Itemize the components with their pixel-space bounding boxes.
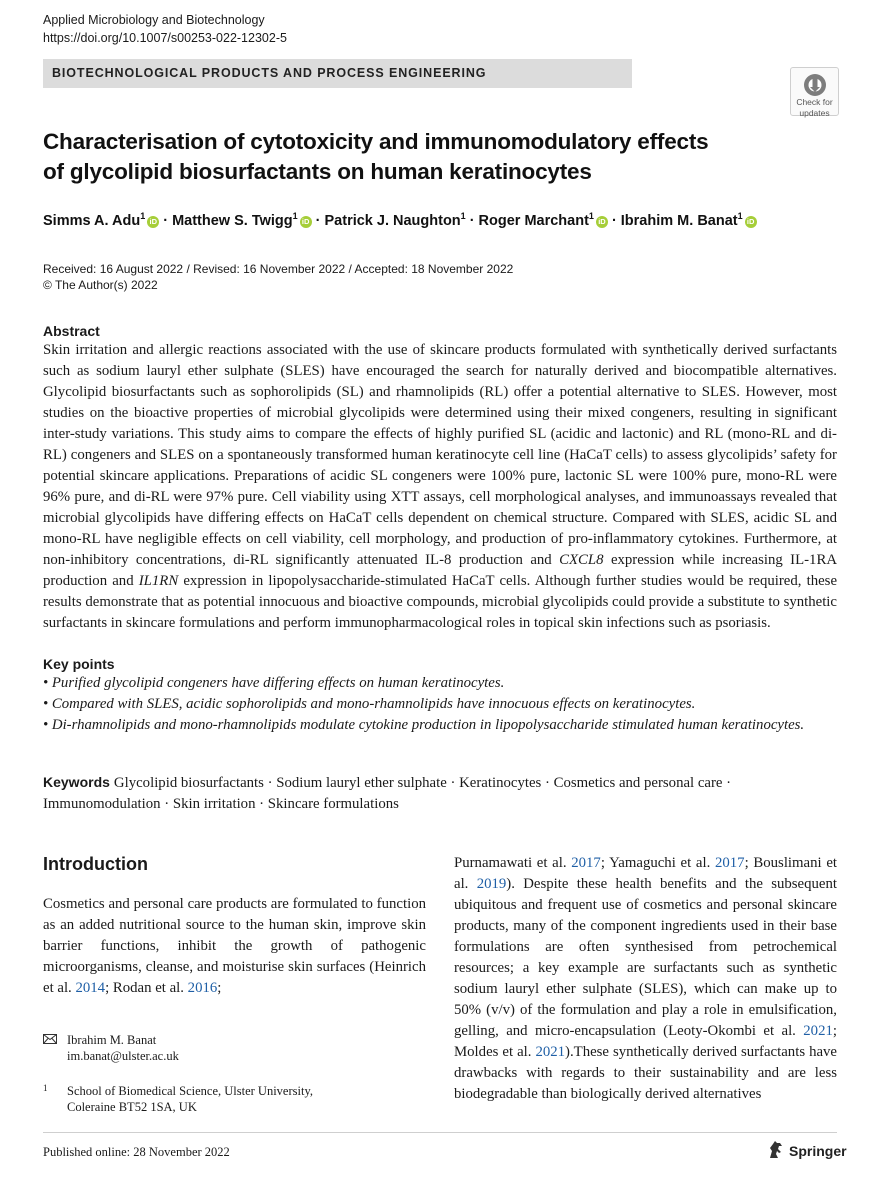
article-dates [43, 261, 513, 293]
citation-link[interactable]: 2014 [75, 980, 106, 996]
intro-text: ; Bouslimani et al. [454, 855, 838, 892]
author-name[interactable]: Roger Marchant [478, 213, 589, 229]
citation-link[interactable]: 2021 [803, 1023, 833, 1039]
intro-text: ; Rodan et al. [105, 980, 188, 996]
author-affil-sup: 1 [737, 211, 743, 222]
citation-link[interactable]: 2017 [571, 855, 601, 871]
publisher-name: Springer [789, 1143, 847, 1159]
author-name[interactable]: Matthew S. Twigg [172, 213, 293, 229]
published-online-date: Published online: 28 November 2022 [43, 1145, 230, 1159]
citation-link[interactable]: 2021 [535, 1044, 566, 1060]
gene-name: CXCL8 [559, 552, 604, 568]
key-points-list [43, 673, 837, 736]
intro-text: ).These synthetically derived surfactants have drawbacks with regards to their sustainability and are less biodegradable than biologically derived alternatives [454, 1044, 838, 1102]
orcid-icon[interactable]: iD [745, 216, 757, 228]
intro-text: ; Moldes et al. [454, 1023, 837, 1060]
intro-text: ; Yamaguchi et al. [600, 855, 715, 871]
intro-text: ; [217, 980, 222, 996]
affiliation-line-2: Coleraine BT52 1SA, UK [67, 1100, 197, 1114]
author-affil-sup: 1 [460, 211, 466, 222]
abstract-part: Skin irritation and allergic reactions associated with the use of skincare products formulated with synthetically derived surfactants such as sodium lauryl ether sulphate (SLES) have encouraged the search for naturally derived and biocompatible alternatives. Glycolipid biosurfactants such as sophorolipids (SL) and rhamnolipids (RL) offer a potential alternative to SLES. However, most studies on the bioactive properties of microbial glycolipids were determined using their mixed congeners, resulting in significant inter-study variations. This study aims to compare the effects of highly purified SL (acidic and lactonic) and RL (mono-RL and di-RL) congeners and SLES on a spontaneously transformed human keratinocyte cell line (HaCaT cells) to assess glycolipids’ safety for potential skincare applications. Preparations of acidic SL congeners were 100% pure, lactonic SL were 100% pure, mono-RL were 96% pure, and di-RL were 97% pure. Cell viability using XTT assays, cell morphological analyses, and immunoassays revealed that microbial glycolipids have differing effects on HaCaT cells dependent on chemical structure. Compared with SLES, acidic SL and mono-RL have negligible effects on cell viability, cell morphology, and production of pro-inflammatory cytokines. Furthermore, at non-inhibitory concentrations, di-RL significantly attenuated IL-8 production and [43, 342, 837, 568]
copyright-notice: © The Author(s) 2022 [43, 278, 158, 292]
key-point-item: • Di-rhamnolipids and mono-rhamnolipids modulate cytokine production in lipopolysaccharide stimulated human keratinocytes. [43, 717, 805, 733]
author-list [43, 209, 757, 233]
keywords-label: Keywords [43, 774, 110, 790]
doi-link[interactable]: https://doi.org/10.1007/s00253-022-12302-5 [43, 31, 287, 45]
springer-horse-icon [767, 1140, 785, 1160]
citation-link[interactable]: 2019 [476, 876, 507, 892]
abstract-text [43, 340, 837, 634]
author-name[interactable]: Ibrahim M. Banat [620, 213, 738, 229]
intro-text: ). Despite these health benefits and the subsequent ubiquitous and frequent use of cosmetics and personal skincare products, many of the component ingredients used in their base formulations are often synthesised from petrochemical resources; a key example are surfactants such as synthetic sodium lauryl ether sulphate (SLES), which can make up to 50% (v/v) of the formulation and play a role in emulsification, gelling, and micro-encapsulation (Leoty-Okombi et al. [454, 876, 837, 1039]
introduction-heading: Introduction [43, 854, 148, 874]
affiliation-number: 1 [43, 1083, 48, 1093]
key-point-item: • Purified glycolipid congeners have differing effects on human keratinocytes. [43, 675, 505, 691]
section-banner: BIOTECHNOLOGICAL PRODUCTS AND PROCESS ENGINEERING [43, 59, 632, 88]
check-updates-icon [803, 73, 827, 97]
keywords [43, 772, 837, 815]
orcid-icon[interactable]: iD [300, 216, 312, 228]
affiliation-line-1: School of Biomedical Science, Ulster University, [67, 1084, 314, 1098]
check-updates-line2: updates [799, 107, 830, 118]
key-point-item: • Compared with SLES, acidic sophorolipids and mono-rhamnolipids have innocuous effects on keratinocytes. [43, 696, 696, 712]
abstract-heading: Abstract [43, 323, 100, 339]
citation-link[interactable]: 2016 [187, 980, 218, 996]
article-title [43, 127, 803, 187]
title-line-1: Characterisation of cytotoxicity and immunomodulatory effects [43, 129, 709, 154]
author-separator: · [469, 213, 475, 229]
orcid-icon[interactable]: iD [147, 216, 159, 228]
introduction-left-column [43, 894, 426, 999]
abstract-part: expression while increasing IL-1RA production and [43, 552, 838, 589]
author-affil-sup: 1 [588, 211, 594, 222]
key-points-heading: Key points [43, 656, 115, 672]
gene-name: IL1RN [138, 573, 179, 589]
footer-divider [43, 1132, 837, 1133]
keywords-text: Glycolipid biosurfactants · Sodium lauryl ether sulphate · Keratinocytes · Cosmetics and personal care · Immunomodulation · Skin irritation · Skincare formulations [43, 775, 732, 812]
title-line-2: of glycolipid biosurfactants on human keratinocytes [43, 159, 592, 184]
journal-name: Applied Microbiology and Biotechnology [43, 13, 265, 27]
author-affil-sup: 1 [292, 211, 298, 222]
orcid-icon[interactable]: iD [596, 216, 608, 228]
abstract-part: expression in lipopolysaccharide-stimulated HaCaT cells. Although further studies would be required, these results demonstrate that as potential innocuous and bioactive compounds, microbial glycolipids could provide a substitute to synthetic surfactants in skincare formulations and perform immunopharmacological roles in topical skin infections such as psoriasis. [43, 573, 838, 631]
author-separator: · [315, 213, 321, 229]
author-affil-sup: 1 [140, 211, 146, 222]
citation-link[interactable]: 2017 [714, 855, 745, 871]
corresponding-author-email[interactable]: im.banat@ulster.ac.uk [67, 1049, 179, 1063]
intro-text: Purnamawati et al. [454, 855, 572, 871]
check-updates-line1: Check for [796, 97, 833, 107]
corresponding-author-name: Ibrahim M. Banat [67, 1033, 157, 1047]
introduction-right-column [454, 853, 837, 1105]
check-for-updates-button[interactable] [790, 67, 839, 116]
author-name[interactable]: Simms A. Adu [43, 213, 141, 229]
author-separator: · [611, 213, 617, 229]
journal-header [43, 11, 287, 47]
received-revised-accepted: Received: 16 August 2022 / Revised: 16 November 2022 / Accepted: 18 November 2022 [43, 262, 514, 276]
envelope-icon [43, 1034, 57, 1044]
intro-text: Cosmetics and personal care products are formulated to function as an added nutritional source to the human skin, improve skin barrier functions, inhibit the growth of pathogenic microorganisms, cleanse, and moisturise skin surfaces (Heinrich et al. [43, 896, 426, 996]
author-name[interactable]: Patrick J. Naughton [324, 213, 461, 229]
author-separator: · [163, 213, 169, 229]
